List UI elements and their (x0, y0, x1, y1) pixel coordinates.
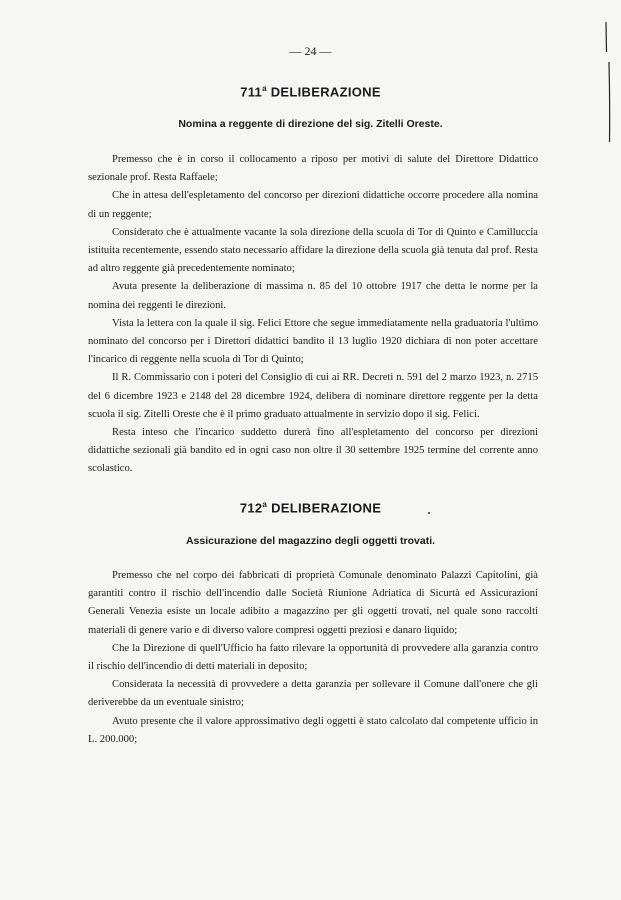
paragraph: Resta inteso che l'incarico suddetto durerà fino all'espletamento del concorso per direzioni didattiche sezionali già bandito ed in ogni caso non oltre il 30 settembre 1925 termine del corrente anno scolastico. (88, 427, 538, 475)
paragraph: Avuta presente la deliberazione di massima n. 85 del 10 ottobre 1917 che detta le norme per la nomina dei reggenti le direzioni. (88, 281, 538, 311)
paragraph: Premesso che nel corpo dei fabbricati di proprietà Comunale denominato Palazzi Capitolini, già garantiti contro il rischio dell'incendio dalle Società Riunione Adriatica di Sicurtà ed Assicurazioni Generali Venezia esiste un locale adibito a magazzino per gli oggetti trovati, nel quale sono raccolti materiali di genere vario e di diverso valore compresi oggetti preziosi e danaro liquido; (88, 570, 538, 636)
deliberation-712-body (88, 567, 538, 749)
deliberation-712-subtitle: Assicurazione del magazzino degli oggetti trovati. (185, 535, 436, 547)
deliberation-number: 712 (239, 500, 263, 516)
page-number: — 24 — (289, 44, 332, 58)
paragraph: Considerata la necessità di provvedere a detta garanzia per sollevare il Comune dall'onere che gli deriverebbe da un eventuale sinistro; (88, 679, 538, 709)
deliberation-heading-text: DELIBERAZIONE (271, 500, 382, 516)
paragraph: Considerato che è attualmente vacante la sola direzione della scuola di Tor di Quinto e Camilluccia istituita recentemente, essendo stato necessario affidare la direzione della scuola già tenuta dal prof. Resta ad altro reggente già precedentemente nominato; (88, 226, 538, 275)
deliberation-711-heading (0, 84, 621, 99)
deliberation-711-body (88, 151, 538, 479)
deliberation-number-sup: a (262, 84, 267, 93)
ink-speck (428, 512, 430, 514)
deliberation-number: 711 (240, 84, 263, 100)
deliberation-heading-text: DELIBERAZIONE (270, 84, 381, 100)
paragraph: Premesso che è in corso il collocamento a riposo per motivi di salute del Direttore Didattico sezionale prof. Resta Raffaele; (88, 154, 538, 184)
paragraph: Vista la lettera con la quale il sig. Felici Ettore che segue immediatamente nella graduatoria l'ultimo nominato del concorso per i Direttori didattici bandito il 13 luglio 1920 dichiara di non poter accettare l'incarico di reggente nella scuola di Tor di Quinto; (88, 317, 538, 366)
paragraph: Il R. Commissario con i poteri del Consiglio di cui ai RR. Decreti n. 591 del 2 marzo 1923, n. 2715 del 6 dicembre 1923 e 2148 del 28 dicembre 1924, delibera di nominare direttore reggente per la detta scuola il sig. Zitelli Oreste che è il primo graduato attualmente in servizio dopo il sig. Felici. (88, 372, 538, 420)
paragraph: Avuto presente che il valore approssimativo degli oggetti è stato calcolato dal competente ufficio in L. 200.000; (88, 715, 538, 745)
deliberation-number-sup: a (262, 500, 268, 509)
paragraph: Che la Direzione di quell'Ufficio ha fatto rilevare la opportunità di provvedere alla garanzia contro il rischio dell'incendio di detti materiali in deposito; (88, 642, 538, 673)
deliberation-711-subtitle: Nomina a reggente di direzione del sig. Zitelli Oreste. (178, 118, 443, 130)
deliberation-712-heading (0, 500, 621, 515)
paragraph: Che in attesa dell'espletamento del concorso per direzioni didattiche occorre procedere alla nomina di un reggente; (88, 190, 538, 220)
